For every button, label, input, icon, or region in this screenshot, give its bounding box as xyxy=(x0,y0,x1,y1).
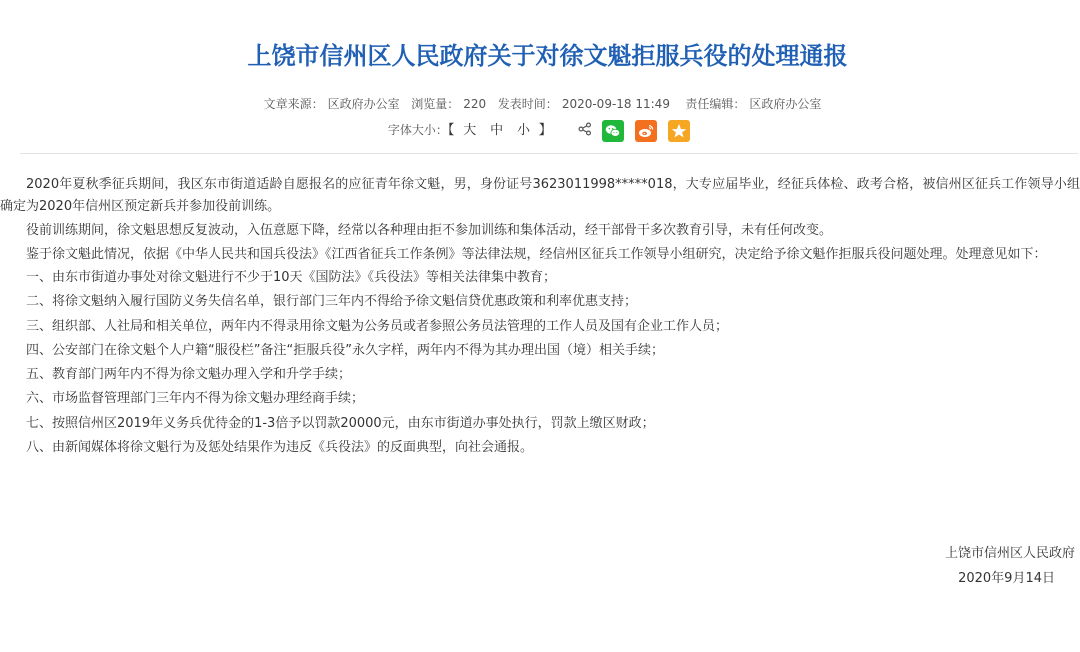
decision-item: 三、组织部、人社局和相关单位，两年内不得录用徐文魁为公务员或者参照公务员法管理的工作人员及国有企业工作人员； xyxy=(26,318,729,334)
decision-item: 八、由新闻媒体将徐文魁行为及惩处结果作为违反《兵役法》的反面典型，向社会通报。 xyxy=(26,440,534,456)
wechat-icon[interactable] xyxy=(602,120,624,142)
body-paragraph: 鉴于徐文魁此情况，依据《中华人民共和国兵役法》《江西省征兵工作条例》等法律法规，经信州区征兵工作领导小组研究，决定给予徐文魁作拒服兵役问题处理。处理意见如下： xyxy=(26,247,1047,262)
decision-item: 五、教育部门两年内不得为徐文魁办理入学和升学手续； xyxy=(26,367,352,383)
font-size-toolbar xyxy=(0,119,1080,142)
published-value: 2020-09-18 11:49 xyxy=(561,97,670,111)
header-divider xyxy=(20,153,1078,154)
editor-label: 责任编辑： xyxy=(685,97,746,111)
favorite-star-icon[interactable] xyxy=(668,120,690,142)
body-paragraph: 2020年夏秋季征兵期间，我区东市街道适龄自愿报名的应征青年徐文魁，男，身份证号3623011998*****018，大专应届毕业，经征兵体检、政考合格，被信州区征兵工作领导小组确定为2020年信州区预定新兵并参加役前训练。 xyxy=(0,177,1080,214)
decision-item: 一、由东市街道办事处对徐文魁进行不少于10天《国防法》《兵役法》等相关法律集中教育； xyxy=(26,270,557,285)
decision-item: 二、将徐文魁纳入履行国防义务失信名单，银行部门三年内不得给予徐文魁信贷优惠政策和利率优惠支持； xyxy=(26,294,638,310)
article-meta xyxy=(0,95,1080,112)
page-title: 上饶市信州区人民政府关于对徐文魁拒服兵役的处理通报 xyxy=(247,42,848,70)
share-icon[interactable] xyxy=(578,122,592,139)
editor-value: 区政府办公室 xyxy=(749,97,822,111)
font-size-medium-button[interactable]: 中 xyxy=(490,123,504,138)
font-size-label: 字体大小： xyxy=(387,123,448,137)
decision-item: 六、市场监督管理部门三年内不得为徐文魁办理经商手续； xyxy=(26,391,365,407)
source-label: 文章来源： xyxy=(263,97,324,111)
font-size-open-bracket: 【 xyxy=(447,123,455,138)
font-size-close-bracket: 】 xyxy=(538,123,552,138)
article-body xyxy=(0,174,1080,460)
weibo-icon[interactable] xyxy=(635,120,657,142)
views-value: 220 xyxy=(463,97,487,111)
signature-date: 2020年9月14日 xyxy=(958,571,1055,586)
font-size-large-button[interactable]: 大 xyxy=(463,123,477,138)
signature-org: 上饶市信州区人民政府 xyxy=(944,546,1075,561)
share-bar xyxy=(578,120,697,142)
font-size-small-button[interactable]: 小 xyxy=(516,123,530,138)
views-label: 浏览量： xyxy=(411,97,460,111)
source-value: 区政府办公室 xyxy=(327,97,400,111)
decision-item: 四、公安部门在徐文魁个人户籍“服役栏”备注“拒服兵役”永久字样，两年内不得为其办理出国（境）相关手续； xyxy=(26,342,664,358)
decision-item: 七、按照信州区2019年义务兵优待金的1-3倍予以罚款20000元，由东市街道办事处执行，罚款上缴区财政； xyxy=(26,415,655,431)
body-paragraph: 役前训练期间，徐文魁思想反复波动，入伍意愿下降，经常以各种理由拒不参加训练和集体活动，经干部骨干多次教育引导，未有任何改变。 xyxy=(26,223,833,238)
signature-block xyxy=(945,541,1075,591)
published-label: 发表时间： xyxy=(497,97,558,111)
